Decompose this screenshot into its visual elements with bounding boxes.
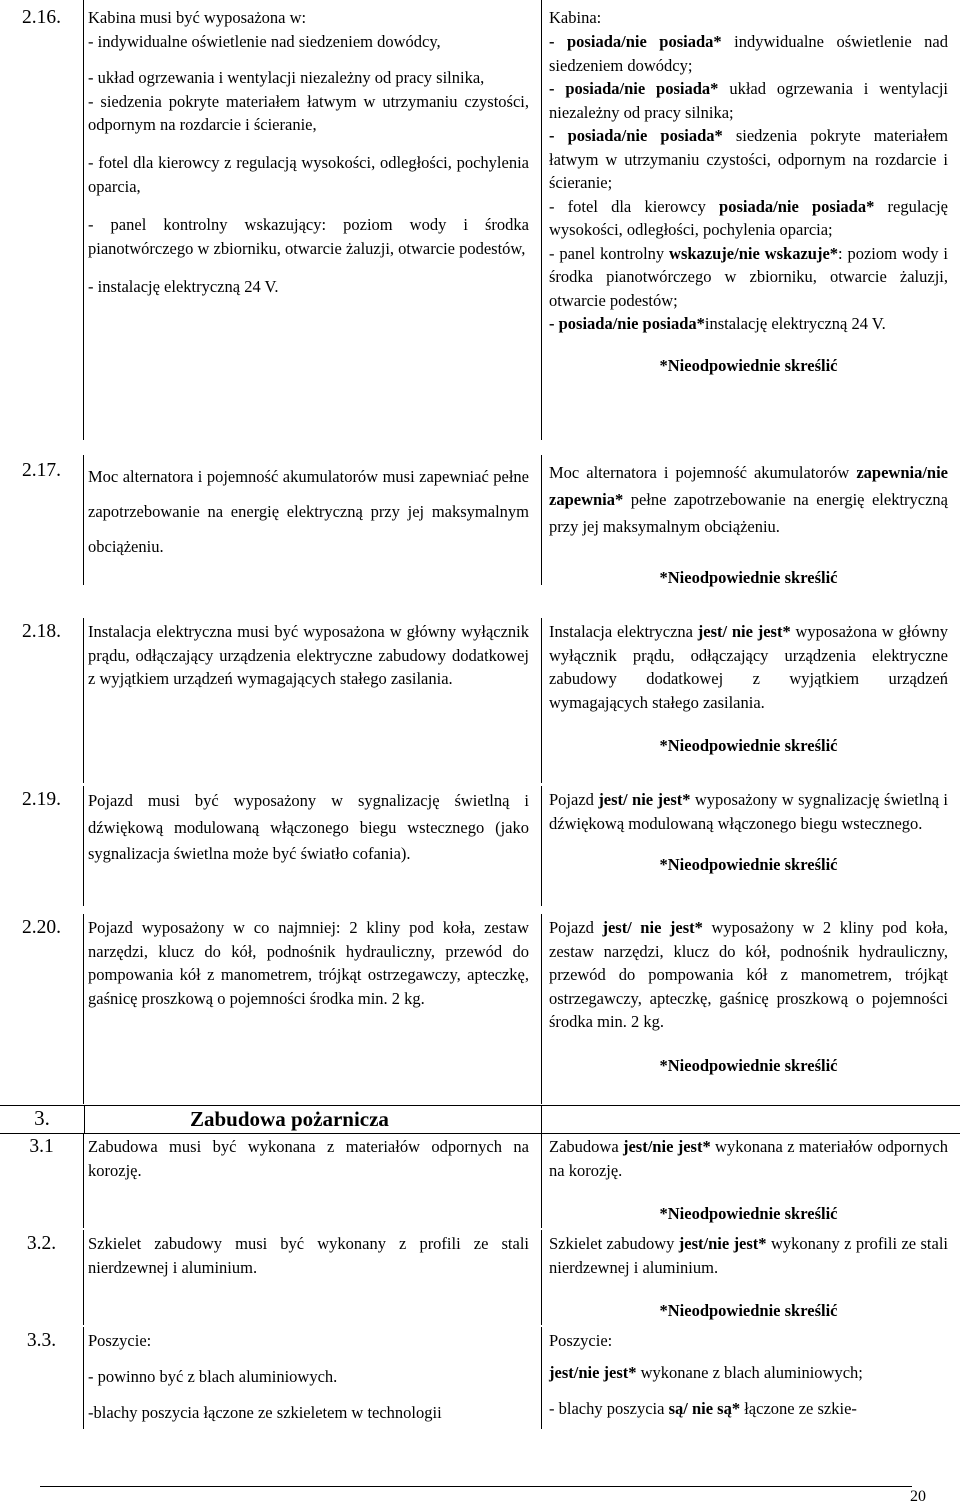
footnote-strike: *Nieodpowiednie skreślić [659, 355, 838, 375]
offer-line: - posiada/nie posiada* siedzenia pokryte materiałem łatwym w utrzymaniu czystości, odpornym na rozdarcie i ścieranie; [549, 126, 948, 192]
requirement-text [84, 1133, 542, 1228]
section-header-blank [543, 1105, 960, 1133]
offer-line: Moc alternatora i pojemność akumulatorów zapewnia/nie zapewnia* pełne zapotrzebowanie na energię elektryczną przy jej maksymalnym obciążeniu. [549, 463, 948, 536]
requirement-line: - indywidualne oświetlenie nad siedzeniem dowódcy, [88, 32, 441, 51]
offer-line: - posiada/nie posiada*instalację elektryczną 24 V. [549, 314, 886, 333]
requirement-line: - fotel dla kierowcy z regulacją wysokości, odległości, pochylenia oparcia, [88, 152, 529, 196]
offer-line: - blachy poszycia są/ nie są* łączone ze szkie- [549, 1399, 857, 1418]
offer-text [543, 914, 960, 1104]
footnote-strike: *Nieodpowiednie skreślić [659, 568, 838, 587]
requirement-text [84, 455, 542, 585]
offer-text [543, 618, 960, 783]
offer-line: - posiada/nie posiada* indywidualne oświetlenie nad siedzeniem dowódcy; [549, 32, 948, 75]
requirement-text [84, 1230, 542, 1325]
requirement-text [84, 0, 542, 440]
requirement-line: Poszycie: [88, 1331, 152, 1350]
requirement-line: - instalację elektryczną 24 V. [88, 276, 279, 296]
offer-text [543, 0, 960, 440]
item-number: 3.2. [0, 1230, 84, 1325]
item-number: 2.17. [0, 455, 84, 585]
offer-text [543, 1133, 960, 1228]
requirement-line: - układ ogrzewania i wentylacji niezależny od pracy silnika, [88, 68, 485, 87]
footnote-strike: *Nieodpowiednie skreślić [659, 1204, 838, 1223]
requirement-line: - powinno być z blach aluminiowych. [88, 1367, 338, 1386]
offer-line: - fotel dla kierowcy posiada/nie posiada* regulację wysokości, odległości, pochylenia oparcia; [549, 196, 949, 239]
requirement-line: Instalacja elektryczna musi być wyposażona w główny wyłącznik prądu, odłączający urządzenia elektryczne zabudowy dodatkowej z wyjątkiem urządzeń wymagających stałego zasilania. [88, 622, 529, 688]
offer-text [543, 1230, 960, 1325]
item-number: 3.1 [0, 1133, 84, 1228]
footer-rule [40, 1486, 912, 1487]
requirement-text [84, 1327, 542, 1429]
offer-heading: Kabina: [549, 8, 602, 27]
row-3-2 [0, 1230, 960, 1325]
section-3-header [0, 1105, 960, 1133]
offer-line: Pojazd jest/ nie jest* wyposażony w 2 kliny pod koła, zestaw narzędzi, klucz do kół, podnośnik hydrauliczny, przewód do pompowania kół z manometrem, trójkąt ostrzegawczy, apteczkę, gaśnicę proszkową o pojemności środka min. 2 kg. [549, 918, 948, 1031]
offer-line: Zabudowa jest/nie jest* wykonana z materiałów odpornych na korozję. [549, 1137, 948, 1180]
item-number: 2.18. [0, 618, 84, 783]
offer-line: Pojazd jest/ nie jest* wyposażony w sygnalizację świetlną i dźwiękową modulowaną włączonego biegu wstecznego. [549, 790, 948, 833]
offer-text [543, 786, 960, 906]
offer-line: jest/nie jest* wykonane z blach aluminiowych; [549, 1363, 863, 1382]
requirement-line: Pojazd musi być wyposażony w sygnalizację świetlną i dźwiękową modulowaną włączonego biegu wstecznego (jako sygnalizacja świetlna może być światło cofania). [88, 791, 529, 863]
row-3-1 [0, 1133, 960, 1228]
requirement-text [84, 914, 542, 1104]
requirement-line: Kabina musi być wyposażona w: [88, 8, 307, 27]
requirement-line: - panel kontrolny wskazujący: poziom wody i środka pianotwórczego w zbiorniku, otwarcie żaluzji, otwarcie podestów, [88, 214, 529, 258]
requirement-line: Pojazd wyposażony w co najmniej: 2 kliny pod koła, zestaw narzędzi, klucz do kół, podnośnik hydrauliczny, przewód do pompowania kół z manometrem, trójkąt ostrzegawczy, apteczkę, gaśnicę proszkową o pojemności środka min. 2 kg. [88, 918, 529, 1008]
offer-text [543, 455, 960, 585]
section-title: Zabudowa pożarnicza [84, 1105, 542, 1133]
row-2-20 [0, 914, 960, 1104]
page-number: 20 [910, 1488, 926, 1505]
item-number: 2.16. [0, 0, 84, 440]
offer-text [543, 1327, 960, 1429]
requirement-text [84, 786, 542, 906]
row-2-17 [0, 455, 960, 585]
footnote-strike: *Nieodpowiednie skreślić [659, 736, 838, 755]
requirement-line: Moc alternatora i pojemność akumulatorów musi zapewniać pełne zapotrzebowanie na energię elektryczną przy jej maksymalnym obciążeniu. [88, 467, 529, 556]
row-2-16 [0, 0, 960, 440]
item-number: 2.19. [0, 786, 84, 906]
requirement-line: - siedzenia pokryte materiałem łatwym w utrzymaniu czystości, odpornym na rozdarcie i ścieranie, [88, 91, 529, 134]
offer-line: Instalacja elektryczna jest/ nie jest* wyposażona w główny wyłącznik prądu, odłączający urządzenia elektryczne zabudowy dodatkowej z wyjątkiem urządzeń wymagających stałego zasilania. [549, 622, 948, 712]
requirement-line: Szkielet zabudowy musi być wykonany z profili ze stali nierdzewnej i aluminium. [88, 1234, 529, 1277]
item-number: 2.20. [0, 914, 84, 1104]
offer-line: - posiada/nie posiada* układ ogrzewania i wentylacji niezależny od pracy silnika; [549, 79, 948, 122]
row-2-18 [0, 618, 960, 783]
requirement-line: -blachy poszycia łączone ze szkieletem w technologii [88, 1403, 442, 1422]
footnote-strike: *Nieodpowiednie skreślić [659, 855, 838, 874]
footnote-strike: *Nieodpowiednie skreślić [659, 1301, 838, 1320]
item-number: 3.3. [0, 1327, 84, 1429]
row-3-3 [0, 1327, 960, 1429]
offer-line: Poszycie: [549, 1331, 613, 1350]
requirement-line: Zabudowa musi być wykonana z materiałów odpornych na korozję. [88, 1137, 529, 1180]
footnote-strike: *Nieodpowiednie skreślić [659, 1055, 838, 1075]
offer-line: - panel kontrolny wskazuje/nie wskazuje*: poziom wody i środka pianotwórczego w zbiorniku, otwarcie żaluzji, otwarcie podestów; [549, 243, 948, 310]
row-2-19 [0, 786, 960, 906]
section-number: 3. [0, 1105, 85, 1133]
requirement-text [84, 618, 542, 783]
offer-line: Szkielet zabudowy jest/nie jest* wykonany z profili ze stali nierdzewnej i aluminium. [549, 1234, 949, 1277]
